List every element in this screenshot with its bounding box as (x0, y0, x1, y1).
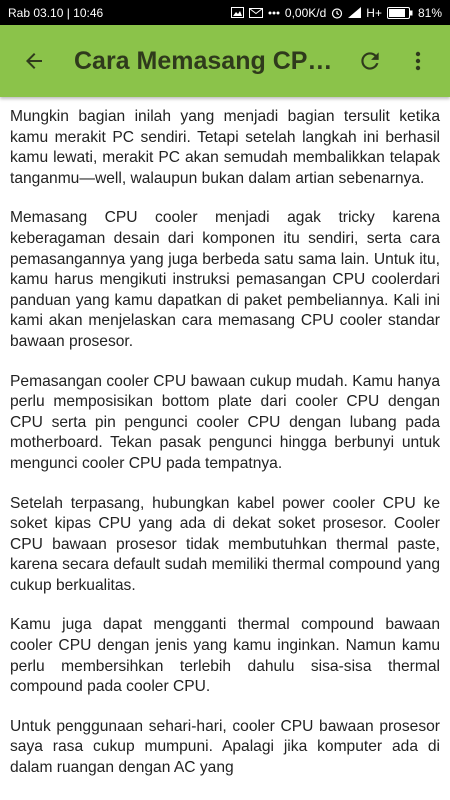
article-paragraph: Pemasangan cooler CPU bawaan cukup mudah. Kamu hanya perlu memposisikan bottom plate dari cooler CPU dengan CPU serta pin pengunci cooler CPU dengan lubang pada motherboard. Tekan pasak pengunci hingga berbunyi untuk mengunci cooler CPU pada tempatnya. (10, 372, 440, 472)
back-button[interactable] (10, 37, 58, 85)
status-bar (0, 0, 450, 25)
article-paragraph: Kamu juga dapat mengganti thermal compound bawaan cooler CPU dengan jenis yang kamu inginkan. Namun kamu perlu membersihkan terlebih dahulu sisa-sisa thermal compound pada cooler CPU. (10, 616, 440, 696)
article-paragraph: Setelah terpasang, hubungkan kabel power cooler CPU ke soket kipas CPU yang ada di dekat soket prosesor. Cooler CPU bawaan prosesor tidak membutuhkan thermal paste, karena secara default sudah memiliki thermal compound yang cukup berkualitas. (10, 494, 440, 594)
signal-icon (348, 7, 361, 18)
image-icon (231, 7, 244, 18)
page-title: Cara Memasang CP… (74, 46, 333, 75)
status-time: Rab 03.10 | 10:46 (8, 5, 104, 20)
app-bar (0, 25, 450, 97)
overflow-menu-button[interactable] (394, 37, 442, 85)
refresh-icon (357, 48, 383, 74)
article-paragraph: Mungkin bagian inilah yang menjadi bagian tersulit ketika kamu merakit PC sendiri. Tetapi setelah langkah ini berhasil kamu lewati, merakit PC akan semudah membalikkan telapak tanganmu—well, walaupun bukan dalam artian sebenarnya. (10, 108, 440, 187)
more-dots-icon (268, 11, 280, 15)
more-vert-icon (406, 49, 430, 73)
article-paragraph: Untuk penggunaan sehari-hari, cooler CPU bawaan prosesor saya rasa cukup mumpuni. Apalagi jika komputer ada di dalam ruangan dengan AC yang (10, 717, 440, 777)
battery-icon (387, 7, 413, 19)
status-bar-right (231, 6, 442, 20)
mail-icon (249, 8, 263, 18)
network-type: H+ (366, 5, 382, 20)
article-content[interactable] (0, 97, 450, 800)
battery-percent: 81% (417, 5, 442, 20)
arrow-left-icon (22, 49, 46, 73)
refresh-button[interactable] (346, 37, 394, 85)
status-bar-left (8, 6, 103, 20)
article-paragraph: Memasang CPU cooler menjadi agak tricky karena keberagaman desain dari komponen itu sendiri, serta cara pemasangannya yang juga berbeda satu sama lain. Untuk itu, kamu harus mengikuti instruksi pemasangan CPU coolerdari panduan yang kamu dapatkan di paket pembeliannya. Kali ini kami akan menjelaskan cara memasang CPU cooler standar bawaan prosesor. (10, 209, 440, 350)
network-speed: 0,00K/d (284, 5, 327, 20)
alarm-icon (331, 7, 343, 19)
